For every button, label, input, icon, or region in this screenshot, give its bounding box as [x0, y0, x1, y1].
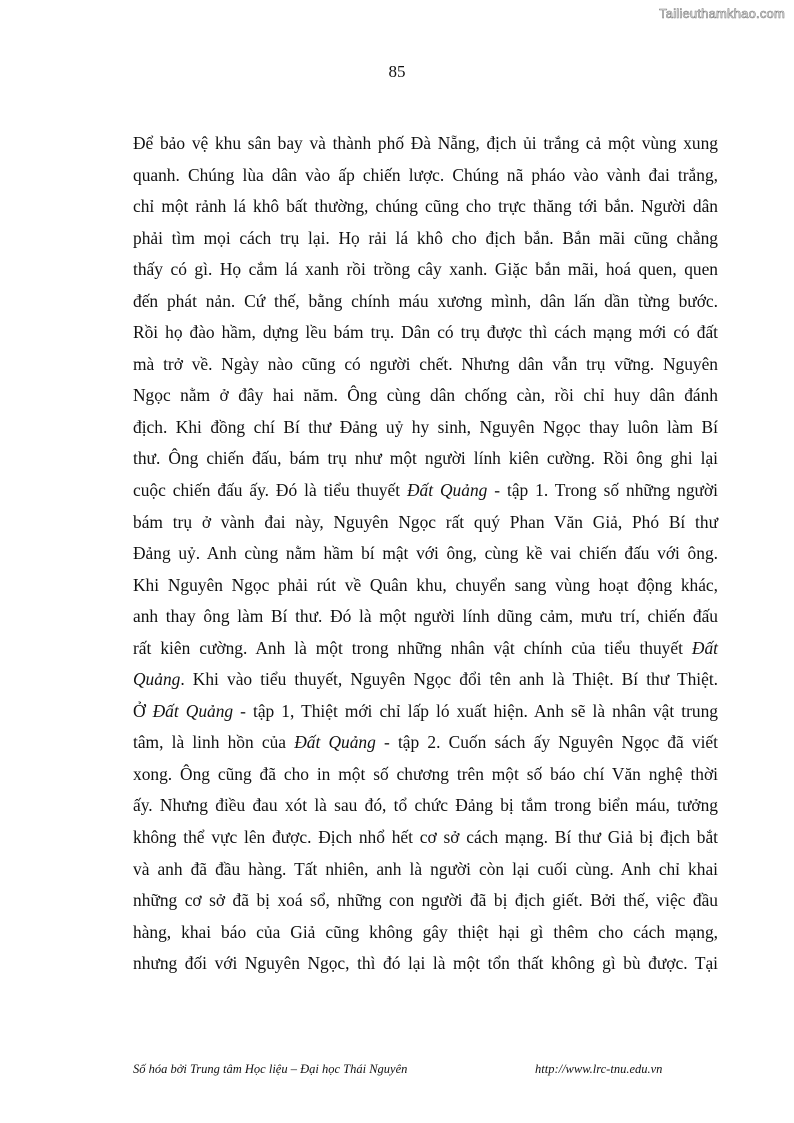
text-line: những cơ sở đã bị xoá sổ, những con người đã bị địch giết. Bởi thế, việc đầu — [133, 890, 718, 911]
watermark: Tailieuthamkhao.com — [659, 6, 785, 21]
text-line: anh thay ông làm Bí thư. Đó là một người lính dũng cảm, mưu trí, chiến đấu — [133, 606, 718, 627]
text-line: địch. Khi đồng chí Bí thư Đảng uỷ hy sinh, Nguyên Ngọc thay luôn làm Bí — [133, 416, 718, 437]
text-segment: - tập 1. Trong số những người — [487, 480, 718, 501]
text-line: thấy có gì. Họ cắm lá xanh rồi trồng cây xanh. Giặc bắn mãi, hoá quen, quen — [133, 259, 718, 280]
book-title: Đất Quảng — [294, 732, 376, 753]
book-title: Quảng — [133, 669, 181, 690]
page-number: 85 — [388, 62, 406, 81]
text-line: Đảng uỷ. Anh cùng nằm hầm bí mật với ông, cùng kề vai chiến đấu với ông. — [133, 543, 718, 564]
text-line: Khi Nguyên Ngọc phải rút về Quân khu, chuyển sang vùng hoạt động khác, — [133, 574, 718, 595]
text-segment: - tập 2. Cuốn sách ấy Nguyên Ngọc đã viết — [375, 732, 718, 753]
text-line: hàng, khai báo của Giả cũng không gây thiệt hại gì thêm cho cách mạng, — [133, 921, 718, 942]
text-segment: tâm, là linh hồn của — [133, 732, 295, 753]
text-segment: . Khi vào tiểu thuyết, Nguyên Ngọc đổi tên anh là Thiệt. Bí thư Thiệt. — [180, 669, 718, 690]
text-line — [133, 727, 718, 759]
text-segment: Ở — [133, 700, 153, 721]
book-title: Đất Quảng — [152, 700, 234, 721]
text-line: phải tìm mọi cách trụ lại. Họ rải lá khô cho địch bắn. Bắn mãi cũng chẳng — [133, 227, 718, 248]
text-line: xong. Ông cũng đã cho in một số chương trên một số báo chí Văn nghệ thời — [133, 763, 718, 784]
footer-url[interactable]: http://www.lrc-tnu.edu.vn — [535, 1062, 663, 1076]
text-line — [133, 475, 718, 507]
text-line: và anh đã đầu hàng. Tất nhiên, anh là người còn lại cuối cùng. Anh chỉ khai — [133, 858, 718, 879]
book-title: Đất — [691, 637, 718, 658]
text-segment: cuộc chiến đấu ấy. Đó là tiểu thuyết — [133, 480, 407, 501]
text-line: bám trụ ở vành đai này, Nguyên Ngọc rất quý Phan Văn Giả, Phó Bí thư — [133, 511, 718, 532]
text-line — [133, 664, 718, 696]
text-line: chỉ một rảnh lá khô bất thường, chúng cũng cho trực thăng tới bắn. Người dân — [133, 196, 718, 217]
text-line: nhưng đối với Nguyên Ngọc, thì đó lại là một tổn thất không gì bù được. Tại — [133, 953, 718, 974]
text-line: đến phát nản. Cứ thế, bằng chính máu xương mình, dân lấn dần từng bước. — [133, 290, 718, 311]
book-title: Đất Quảng — [406, 480, 488, 501]
text-segment: - tập 1, Thiệt mới chỉ lấp ló xuất hiện. Anh sẽ là nhân vật trung — [233, 700, 718, 721]
text-line: Ngọc nằm ở đây hai năm. Ông cùng dân chống càn, rồi chỉ huy dân đánh — [133, 385, 718, 406]
text-line: ấy. Nhưng điều đau xót là sau đó, tổ chức Đảng bị tắm trong biển máu, tưởng — [133, 795, 718, 816]
text-segment: rất kiên cường. Anh là một trong những nhân vật chính của tiểu thuyết — [133, 637, 692, 658]
text-line: quanh. Chúng lùa dân vào ấp chiến lược. Chúng nã pháo vào vành đai trắng, — [133, 164, 718, 185]
text-line: Rồi họ đào hầm, dựng lều bám trụ. Dân có trụ được thì cách mạng mới có đất — [133, 322, 718, 343]
text-line: thư. Ông chiến đấu, bám trụ như một người lính kiên cường. Rồi ông ghi lại — [133, 448, 718, 469]
text-line — [133, 696, 718, 728]
text-line — [133, 633, 718, 665]
text-line: Để bảo vệ khu sân bay và thành phố Đà Nẵng, địch ủi trắng cả một vùng xung — [133, 133, 718, 153]
text-line: mà trở về. Ngày nào cũng có người chết. Nhưng dân vẫn trụ vững. Nguyên — [133, 353, 718, 374]
text-line: không thể vực lên được. Địch nhổ hết cơ sở cách mạng. Bí thư Giả bị địch bắt — [133, 827, 718, 848]
body-text — [133, 128, 718, 980]
footer-source: Số hóa bởi Trung tâm Học liệu – Đại học Thái Nguyên — [133, 1062, 408, 1076]
